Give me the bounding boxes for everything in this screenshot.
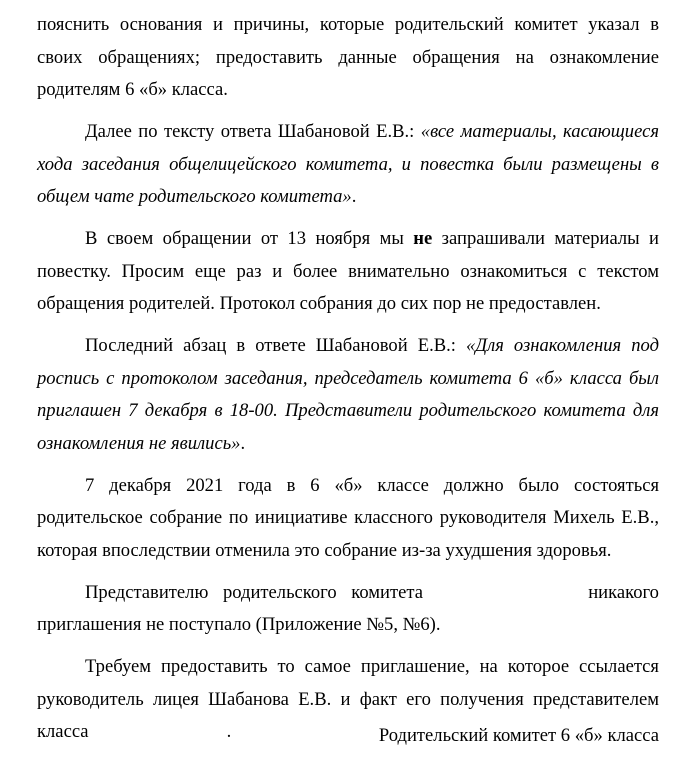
paragraph-3-bold: не (413, 228, 433, 249)
paragraph-3-before: В своем обращении от 13 ноября мы (85, 228, 414, 249)
paragraph-6-after: никакого приглашения не поступало (Приложение №5, №6). (37, 581, 659, 635)
document-body (37, 9, 659, 758)
paragraph-1-text: пояснить основания и причины, которые родительский комитет указал в своих обращениях; предоставить данные обращения на ознакомление родителям 6 «б» класса. (37, 14, 659, 100)
paragraph-5 (37, 470, 659, 568)
paragraph-6-before: Представителю родительского комитета (85, 581, 423, 603)
signature: Родительский комитет 6 «б» класса (378, 725, 659, 746)
paragraph-3-after: запрашивали материалы и повестку. Просим еще раз и более внимательно ознакомиться с текстом обращения родителей. Протокол собрания до сих пор не предоставлен. (37, 228, 659, 314)
paragraph-4-intro: Последний абзац в ответе Шабановой Е.В.: (85, 335, 466, 356)
paragraph-2-quote: «все материалы, касающиеся хода заседания общелицейского комитета, и повестка были размещены в общем чате родительского комитета» (37, 121, 659, 207)
paragraph-4-end: . (240, 432, 246, 454)
paragraph-2-end: . (351, 186, 357, 207)
paragraph-3 (37, 223, 659, 321)
paragraph-4-quote: «Для ознакомления под роспись с протоколом заседания, председатель комитета 6 «б» класса был приглашен 7 декабря в 18-00. Представители родительского комитета для ознакомления не явились» (37, 335, 660, 454)
paragraph-2 (37, 116, 659, 214)
paragraph-2-intro: Далее по тексту ответа Шабановой Е.В.: (85, 121, 421, 142)
paragraph-4 (37, 330, 659, 460)
paragraph-7-end: . (226, 721, 232, 742)
paragraph-5-text: 7 декабря 2021 года в 6 «б» классе должно было состояться родительское собрание по инициативе классного руководителя Михель Е.В., которая впоследствии отменила это собрание из-за ухудшения здоровья. (37, 474, 659, 561)
paragraph-7-main: Требуем предоставить то самое приглашение, на которое ссылается руководитель лицея Шабанова Е.В. и факт его получения представителем класса (37, 656, 659, 742)
paragraph-1 (37, 9, 659, 107)
paragraph-6 (37, 577, 659, 642)
